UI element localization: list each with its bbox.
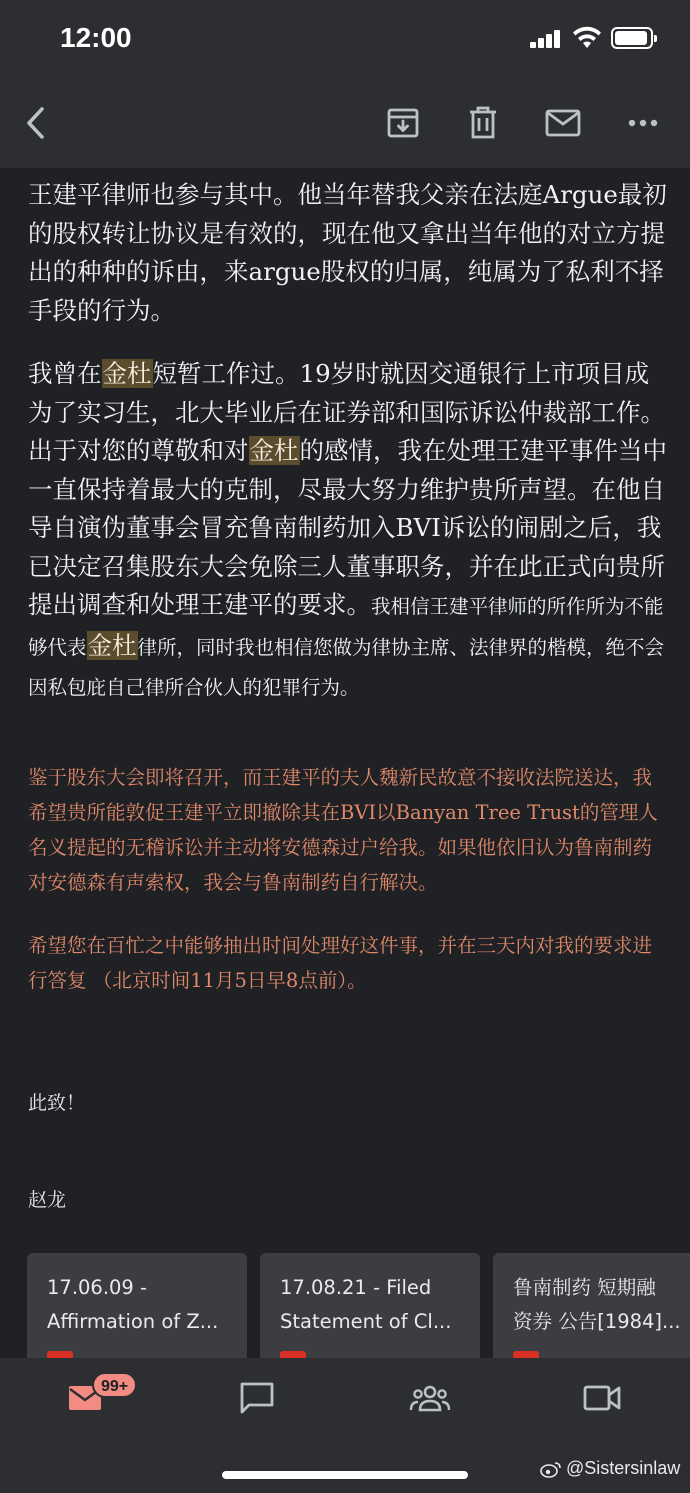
status-bar [0,0,690,78]
chat-icon [239,1381,275,1415]
bottom-navigation [0,1358,690,1493]
highlighted-term: 金杜 [102,359,152,388]
highlighted-term: 金杜 [249,436,299,465]
pdf-file-icon [47,1351,73,1358]
email-paragraph-3: 鉴于股东大会即将召开，而王建平的夫人魏新民故意不接收法院送达，我希望贵所能敦促王建平立即撤除其在BVI以Banyan Tree Trust的管理人名义提起的无稽诉讼并主动将安德森过户给我。如果他依旧认为鲁南制药对安德森有声索权，我会与鲁南制药自行解决。 [28,766,658,894]
home-indicator[interactable] [222,1471,468,1479]
attachment-title: 鲁南制药 短期融 资券 公告[1984]... [513,1276,681,1333]
email-paragraph-1: 王建平律师也参与其中。他当年替我父亲在法庭Argue最初的股权转让协议是有效的，现在他又拿出当年他的对立方提出的种种的诉由，来argue股权的归属，纯属为了私利不择手段的行为。 [28,180,667,325]
attachment-title: 17.08.21 - Filed Statement of Cl... [280,1276,452,1333]
highlighted-term: 金杜 [87,630,137,660]
attachment-card-2[interactable] [260,1253,480,1358]
back-button[interactable] [14,100,60,146]
group-icon [409,1383,451,1413]
email-paragraph-4: 希望您在百忙之中能够抽出时间处理好这件事，并在三天内对我的要求进行答复 （北京时间11月5日早8点前）。 [28,934,653,992]
email-signature: 赵龙 [28,1189,67,1211]
mark-unread-button[interactable] [540,100,586,146]
cellular-signal-icon [530,30,562,48]
battery-icon [611,27,653,49]
status-time: 12:00 [60,22,132,53]
watermark: @Sistersinlaw [540,1458,680,1479]
email-body [0,168,690,1358]
attachment-title: 17.06.09 - Affirmation of Z... [47,1276,219,1333]
attachment-card-1[interactable] [27,1253,247,1358]
pdf-file-icon [280,1351,306,1358]
weibo-logo-icon [540,1460,562,1478]
mail-icon [545,109,581,137]
more-options-button[interactable] [620,100,666,146]
nav-chat[interactable] [227,1376,287,1420]
pdf-file-icon [513,1351,539,1358]
video-camera-icon [583,1384,621,1412]
attachment-card-3[interactable] [493,1253,690,1358]
email-toolbar [0,78,690,168]
archive-icon [386,106,420,140]
nav-spaces[interactable] [400,1376,460,1420]
unread-count-badge: 99+ [92,1372,137,1398]
wifi-icon [572,26,602,50]
trash-icon [468,106,498,140]
nav-meet[interactable] [572,1376,632,1420]
more-horiz-icon [628,119,658,127]
back-arrow-icon [22,105,52,141]
archive-button[interactable] [380,100,426,146]
email-closing: 此致！ [28,1092,86,1114]
email-paragraph-2: 我曾在金杜短暂工作过。19岁时就因交通银行上市项目成为了实习生，北大毕业后在证券部和国际诉讼仲裁部工作。出于对您的尊敬和对金杜的感情，我在处理王建平事件当中一直保持着最大的克制，尽最大努力维护贵所声望。在他自导自演伪董事会冒充鲁南制药加入BVI诉讼的闹剧之后，我已决定召集股东大会免除三人董事职务，并在此正式向贵所提出调查和处理王建平的要求。我相信王建平律师的所作所为不能够代表金杜律所，同时我也相信您做为律协主席、法律界的楷模，绝不会因私包庇自己律所合伙人的犯罪行为。 [28,359,667,699]
delete-button[interactable] [460,100,506,146]
